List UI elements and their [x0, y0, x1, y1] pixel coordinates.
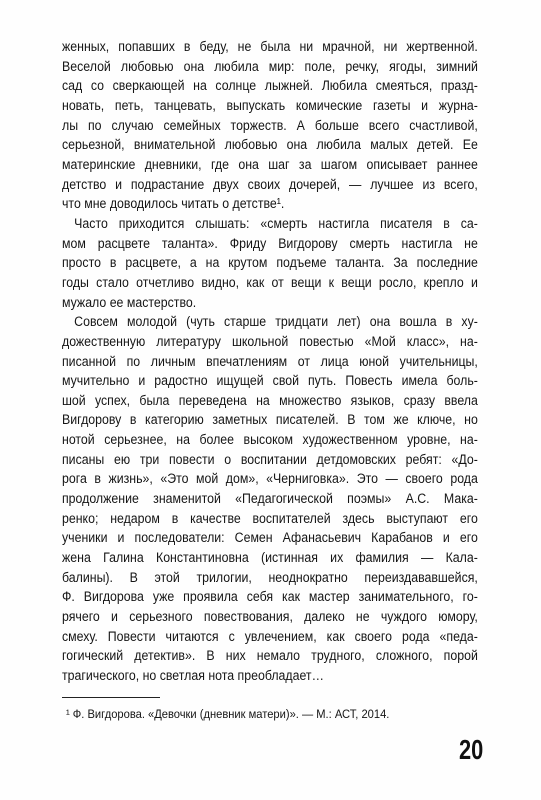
- text-line: писаны ею три повести о воспитании детдомовских ребят: «До-: [62, 451, 478, 468]
- text-line: мужало ее мастерство.: [62, 294, 197, 311]
- paragraph: [62, 38, 478, 215]
- text-line: сад со сверкающей на солнце лыжней. Любила смеяться, празд-: [62, 78, 478, 95]
- text-line: шой успех, была переведена на множество языков, сразу ввела: [62, 392, 478, 409]
- text-line: писанной по личным впечатлениям от лица юной учительницы,: [62, 353, 478, 370]
- text-line: серьезной, внимательной любовью она любила малых детей. Ее: [62, 137, 478, 154]
- text-line: рога в жизнь», «Это мой дом», «Черниговка». Это — своего рода: [62, 471, 478, 488]
- text-line: смеху. Повести читаются с увлечением, как своего рода «педа-: [62, 628, 478, 645]
- text-line: просто в расцвете, а на крутом подъеме таланта. За последние: [62, 255, 478, 272]
- paragraph: [62, 215, 478, 313]
- text-line: мом расцвете таланта». Фриду Вигдорову смерть настигла не: [62, 235, 478, 252]
- footnote: ¹ Ф. Вигдорова. «Девочки (дневник матери)». — М.: АСТ, 2014.: [66, 707, 390, 721]
- text-line: гогический детектив». В них немало трудного, сложного, порой: [62, 648, 478, 665]
- body-text: [62, 38, 478, 687]
- text-line: трагического, но светлая нота преобладает…: [62, 668, 324, 684]
- text-line: новать, петь, танцевать, выпускать комические газеты и журна-: [62, 97, 478, 114]
- text-line: Вигдорову в категорию заметных писателей. В том же ключе, но: [62, 412, 478, 429]
- text-line: рячего и серьезного повествования, далеко не чуждого юмору,: [62, 609, 478, 626]
- text-line: Ф. Вигдорова уже проявила себя как мастер занимательного, го-: [62, 589, 478, 606]
- text-line: ученики и последователи: Семен Афанасьевич Карабанов и его: [62, 530, 478, 547]
- paragraph: [62, 313, 478, 686]
- text-line: детство и подрастание двух своих дочерей, — лучшее из всего,: [62, 176, 478, 193]
- text-line: дожественную литературу школьной повестью «Мой класс», на-: [62, 333, 478, 350]
- text-line: что мне доводилось читать о детстве¹.: [62, 196, 285, 213]
- text-line: Совсем молодой (чуть старше тридцати лет) она вошла в ху-: [74, 314, 478, 331]
- text-line: женных, попавших в беду, не была ни мрачной, ни жертвенной.: [62, 39, 478, 55]
- text-line: годы стало отчетливо видно, как от вещи к вещи росло, крепло и: [62, 274, 478, 291]
- footnote-divider: [62, 697, 160, 698]
- text-line: балины). В этой трилогии, неоднократно переиздававшейся,: [62, 569, 478, 586]
- text-line: лы по случаю семейных торжеств. А больше всего счастливой,: [62, 117, 478, 134]
- text-line: мучительно и радостно ищущей свой путь. Повесть имела боль-: [62, 373, 478, 390]
- page-number: 20: [459, 734, 484, 765]
- text-line: Веселой любовью она любила мир: поле, речку, ягоды, зимний: [62, 58, 478, 75]
- text-line: продолжение знаменитой «Педагогической поэмы» А.С. Мака-: [62, 491, 478, 508]
- text-line: материнские дневники, где она шаг за шагом описывает раннее: [62, 156, 478, 173]
- text-line: ренко; недаром в качестве воспитателей здесь выступают его: [62, 510, 478, 527]
- text-line: Часто приходится слышать: «смерть настигла писателя в са-: [74, 215, 478, 232]
- text-line: нотой серьезнее, на более высоком художественном уровне, на-: [62, 432, 478, 449]
- text-line: жена Галина Константиновна (истинная их фамилия — Кала-: [62, 550, 478, 567]
